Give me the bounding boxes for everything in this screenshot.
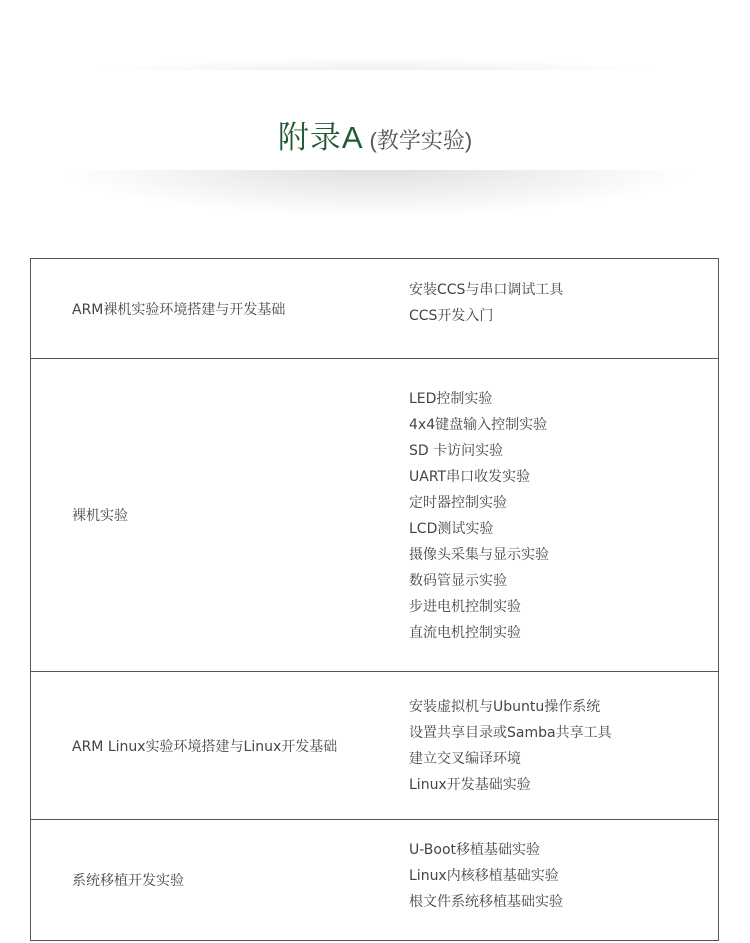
list-item: 4x4键盘输入控制实验 bbox=[409, 417, 548, 433]
list-item: 设置共享目录或Samba共享工具 bbox=[409, 725, 612, 741]
table-row bbox=[31, 359, 718, 672]
list-item: 安装CCS与串口调试工具 bbox=[409, 282, 564, 298]
experiment-table bbox=[30, 258, 719, 941]
row-title: ARM裸机实验环境搭建与开发基础 bbox=[72, 301, 286, 318]
list-item: Linux内核移植基础实验 bbox=[409, 868, 559, 884]
list-item: 步进电机控制实验 bbox=[409, 599, 521, 615]
list-item: 根文件系统移植基础实验 bbox=[409, 894, 563, 910]
page-title bbox=[0, 112, 750, 157]
banner-shadow-bottom bbox=[55, 166, 700, 218]
list-item: 数码管显示实验 bbox=[409, 573, 507, 589]
list-item: 摄像头采集与显示实验 bbox=[409, 547, 549, 563]
list-item: 安装虚拟机与Ubuntu操作系统 bbox=[409, 699, 601, 715]
list-item: U-Boot移植基础实验 bbox=[409, 842, 541, 858]
title-main: 附录A bbox=[277, 120, 364, 155]
list-item: 定时器控制实验 bbox=[409, 495, 507, 511]
list-item: CCS开发入门 bbox=[409, 308, 494, 324]
table-row bbox=[31, 259, 718, 359]
row-title: ARM Linux实验环境搭建与Linux开发基础 bbox=[72, 738, 338, 755]
list-item: UART串口收发实验 bbox=[409, 469, 531, 485]
row-title: 系统移植开发实验 bbox=[72, 873, 184, 889]
list-item: LCD测试实验 bbox=[409, 521, 494, 537]
list-item: LED控制实验 bbox=[409, 391, 493, 407]
list-item: 建立交叉编译环境 bbox=[409, 751, 521, 767]
list-item: SD 卡访问实验 bbox=[409, 443, 504, 459]
row-title: 裸机实验 bbox=[72, 508, 128, 524]
list-item: Linux开发基础实验 bbox=[409, 777, 531, 793]
table-row bbox=[31, 820, 718, 941]
title-sub: (教学实验) bbox=[369, 128, 473, 153]
table-row bbox=[31, 672, 718, 820]
list-item: 直流电机控制实验 bbox=[409, 625, 521, 641]
